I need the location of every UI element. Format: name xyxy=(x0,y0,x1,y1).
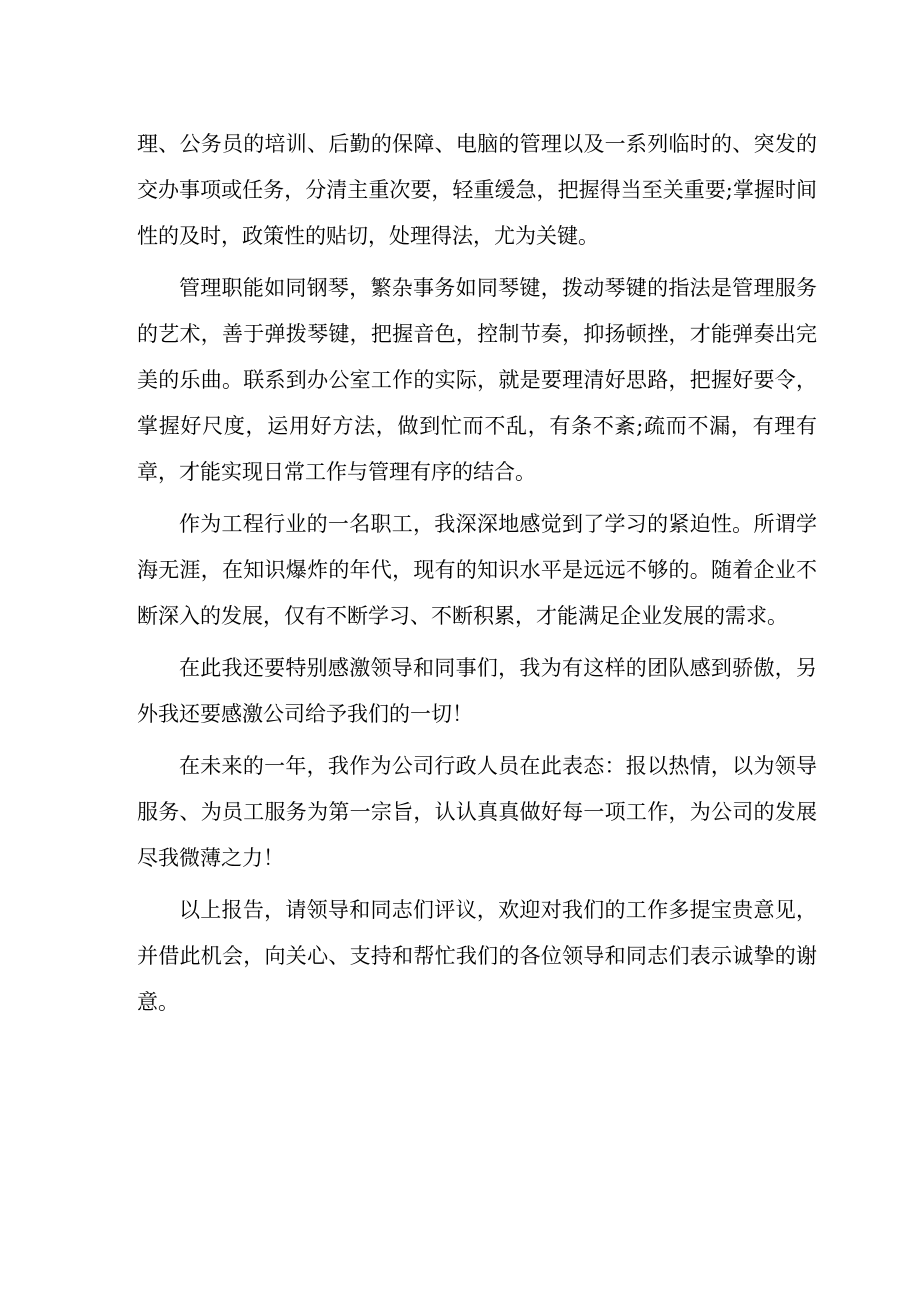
paragraph-5: 在未来的一年，我作为公司行政人员在此表态：报以热情，以为领导服务、为员工服务为第一宗旨，认认真真做好每一项工作，为公司的发展尽我微薄之力！ xyxy=(137,754,817,870)
paragraph-2: 管理职能如同钢琴，繁杂事务如同琴键，拨动琴键的指法是管理服务的艺术，善于弹拨琴键，把握音色，控制节奏，抑扬顿挫，才能弹奏出完美的乐曲。联系到办公室工作的实际，就是要理清好思路，把握好要令，掌握好尺度，运用好方法，做到忙而不乱，有条不紊;疏而不漏，有理有章，才能实现日常工作与管理有序的结合。 xyxy=(137,276,817,484)
paragraph-3: 作为工程行业的一名职工，我深深地感觉到了学习的紧迫性。所谓学海无涯，在知识爆炸的年代，现有的知识水平是远远不够的。随着企业不断深入的发展，仅有不断学习、不断积累，才能满足企业发展的需求。 xyxy=(137,512,817,628)
paragraph-4: 在此我还要特别感激领导和同事们，我为有这样的团队感到骄傲，另外我还要感激公司给予我们的一切！ xyxy=(137,656,817,726)
paragraph-6: 以上报告，请领导和同志们评议，欢迎对我们的工作多提宝贵意见，并借此机会，向关心、支持和帮忙我们的各位领导和同志们表示诚挚的谢意。 xyxy=(137,898,817,1014)
paragraph-1: 理、公务员的培训、后勤的保障、电脑的管理以及一系列临时的、突发的交办事项或任务，分清主重次要，轻重缓急，把握得当至关重要;掌握时间性的及时，政策性的贴切，处理得法，尤为关键。 xyxy=(137,132,817,248)
document-body xyxy=(137,121,817,1031)
